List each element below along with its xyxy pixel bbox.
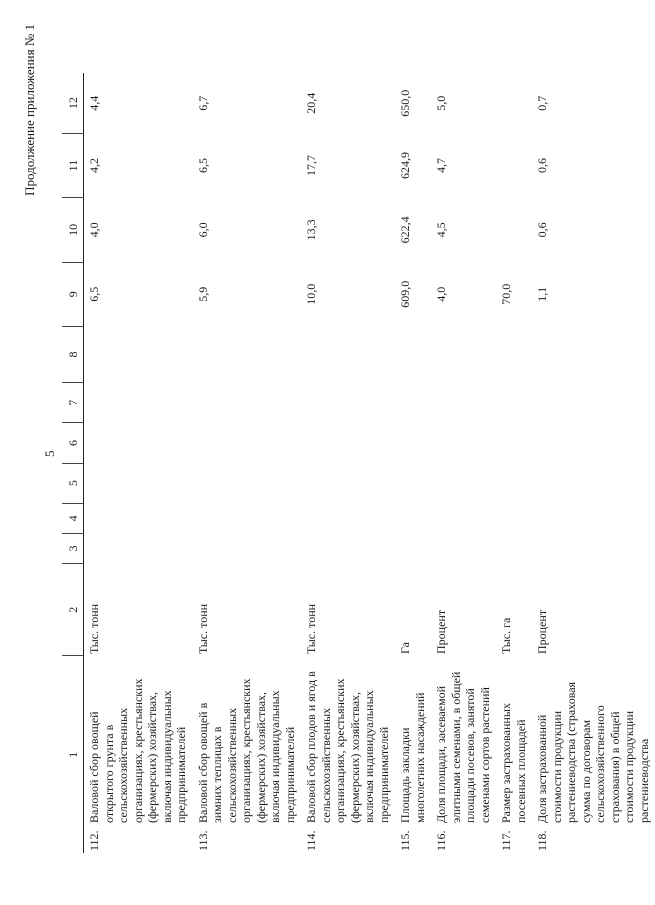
value-cell: 5,0	[434, 95, 448, 111]
column-header: 12	[62, 73, 84, 133]
value-cell: 70,0	[499, 283, 513, 305]
value-cell: 13,3	[304, 219, 318, 241]
row-number: 118.	[535, 830, 549, 851]
empty-cell	[193, 533, 302, 563]
unit-cell: Тыс. тонн	[304, 603, 318, 654]
column-header: 3	[62, 533, 84, 563]
empty-cell	[532, 463, 655, 503]
column-header: 8	[62, 326, 84, 382]
empty-cell	[84, 423, 193, 463]
value-cell: 4,5	[434, 222, 448, 238]
indicator-name: Размер застрахованных посевных площадей	[499, 703, 528, 823]
empty-cell	[395, 463, 431, 503]
column-header: 10	[62, 198, 84, 262]
empty-cell	[395, 503, 431, 533]
empty-cell	[431, 326, 496, 382]
row-number: 113.	[195, 830, 210, 851]
value-cell: 6,5	[195, 158, 210, 174]
empty-cell	[532, 326, 655, 382]
empty-cell	[84, 503, 193, 533]
row-number: 112.	[87, 830, 101, 851]
column-header: 6	[62, 423, 84, 463]
empty-cell	[496, 503, 532, 533]
value-cell: 650,0	[398, 89, 412, 117]
row-number: 114.	[304, 830, 318, 851]
empty-cell	[395, 423, 431, 463]
empty-cell	[193, 463, 302, 503]
value-cell: 609,0	[398, 280, 412, 308]
value-cell: 0,7	[535, 95, 549, 111]
empty-cell	[84, 326, 193, 382]
empty-cell	[431, 383, 496, 423]
empty-cell	[496, 423, 532, 463]
column-header: 11	[62, 133, 84, 197]
column-header: 4	[62, 503, 84, 533]
indicators-table	[62, 73, 655, 853]
page-number: 5	[42, 450, 57, 457]
empty-cell	[395, 533, 431, 563]
value-cell: 20,4	[304, 92, 318, 114]
value-cell: 17,7	[304, 155, 318, 177]
empty-cell	[301, 503, 395, 533]
value-cell: 6,0	[195, 222, 210, 238]
empty-cell	[301, 533, 395, 563]
value-cell: 6,7	[195, 95, 210, 111]
empty-cell	[496, 533, 532, 563]
empty-cell	[395, 326, 431, 382]
table-row	[84, 73, 193, 853]
empty-cell	[431, 423, 496, 463]
empty-cell	[431, 503, 496, 533]
empty-cell	[301, 326, 395, 382]
empty-cell	[532, 423, 655, 463]
empty-cell	[84, 463, 193, 503]
value-cell: 6,5	[87, 286, 101, 302]
indicator-cell	[395, 656, 431, 853]
column-header: 7	[62, 383, 84, 423]
indicator-name: Валовой сбор овощей открытого грунта в сельскохозяйственных организациях, крестьянских (фермерских) хозяйствах, включая индивидуальных предпринимателей	[87, 678, 188, 823]
value-cell	[496, 133, 532, 197]
column-header: 5	[62, 463, 84, 503]
value-cell: 4,0	[87, 222, 101, 238]
value-cell: 0,6	[535, 222, 549, 238]
column-header: 1	[62, 656, 84, 853]
indicator-cell	[84, 656, 193, 853]
value-cell: 1,1	[535, 286, 549, 302]
row-number: 115.	[398, 830, 412, 851]
empty-cell	[496, 383, 532, 423]
value-cell: 622,4	[398, 216, 412, 244]
table-row	[496, 73, 532, 853]
indicator-name: Доля площади, засеваемой элитными семенами, в общей площади посевов, занятой семенами сортов растений	[434, 671, 492, 823]
unit-cell: Га	[398, 642, 412, 654]
indicator-name: Доля застрахованной стоимости продукции растениеводства (страховая сумма по договорам сельскохозяйственного страхования) в общей стоимости продукции растениеводства	[535, 681, 651, 823]
table-row	[431, 73, 496, 853]
table-row	[532, 73, 655, 853]
empty-cell	[431, 533, 496, 563]
table-row	[301, 73, 395, 853]
empty-cell	[301, 463, 395, 503]
empty-cell	[193, 326, 302, 382]
value-cell	[496, 73, 532, 133]
empty-cell	[395, 383, 431, 423]
indicator-name: Валовой сбор овощей в зимних теплицах в сельскохозяйственных организациях, крестьянских (фермерских) хозяйствах, включая индивидуальных предпринимателей	[195, 678, 297, 823]
unit-cell: Процент	[535, 609, 549, 654]
indicator-cell	[193, 656, 302, 853]
empty-cell	[532, 533, 655, 563]
value-cell: 5,9	[195, 286, 210, 302]
empty-cell	[193, 383, 302, 423]
value-cell	[496, 198, 532, 262]
value-cell: 10,0	[304, 283, 318, 305]
indicator-cell	[496, 656, 532, 853]
value-cell: 4,4	[87, 95, 101, 111]
appendix-caption: Продолжение приложения № 1	[22, 24, 37, 196]
indicator-name: Площадь закладки многолетних насаждений	[398, 692, 427, 823]
indicator-name: Валовой сбор плодов и ягод в сельскохозяйственных организациях, крестьянских (фермерских) хозяйствах, включая индивидуальных предпринимателей	[304, 671, 391, 823]
empty-cell	[193, 423, 302, 463]
unit-cell: Тыс. тонн	[87, 603, 101, 654]
table-row	[193, 73, 302, 853]
column-header: 9	[62, 262, 84, 326]
column-number-row	[62, 73, 84, 853]
empty-cell	[301, 423, 395, 463]
indicator-cell	[431, 656, 496, 853]
indicator-cell	[301, 656, 395, 853]
column-header: 2	[62, 564, 84, 656]
empty-cell	[431, 463, 496, 503]
unit-cell: Тыс. тонн	[195, 603, 210, 654]
empty-cell	[193, 503, 302, 533]
empty-cell	[84, 533, 193, 563]
unit-cell: Процент	[434, 609, 448, 654]
value-cell: 4,7	[434, 158, 448, 174]
empty-cell	[532, 383, 655, 423]
row-number: 117.	[499, 830, 513, 851]
empty-cell	[301, 383, 395, 423]
value-cell: 4,2	[87, 158, 101, 174]
value-cell: 4,0	[434, 286, 448, 302]
indicator-cell	[532, 656, 655, 853]
unit-cell: Тыс. га	[499, 617, 513, 654]
value-cell: 624,9	[398, 152, 412, 180]
table-row	[395, 73, 431, 853]
empty-cell	[84, 383, 193, 423]
empty-cell	[496, 326, 532, 382]
row-number: 116.	[434, 830, 448, 851]
empty-cell	[532, 503, 655, 533]
empty-cell	[496, 463, 532, 503]
value-cell: 0,6	[535, 158, 549, 174]
